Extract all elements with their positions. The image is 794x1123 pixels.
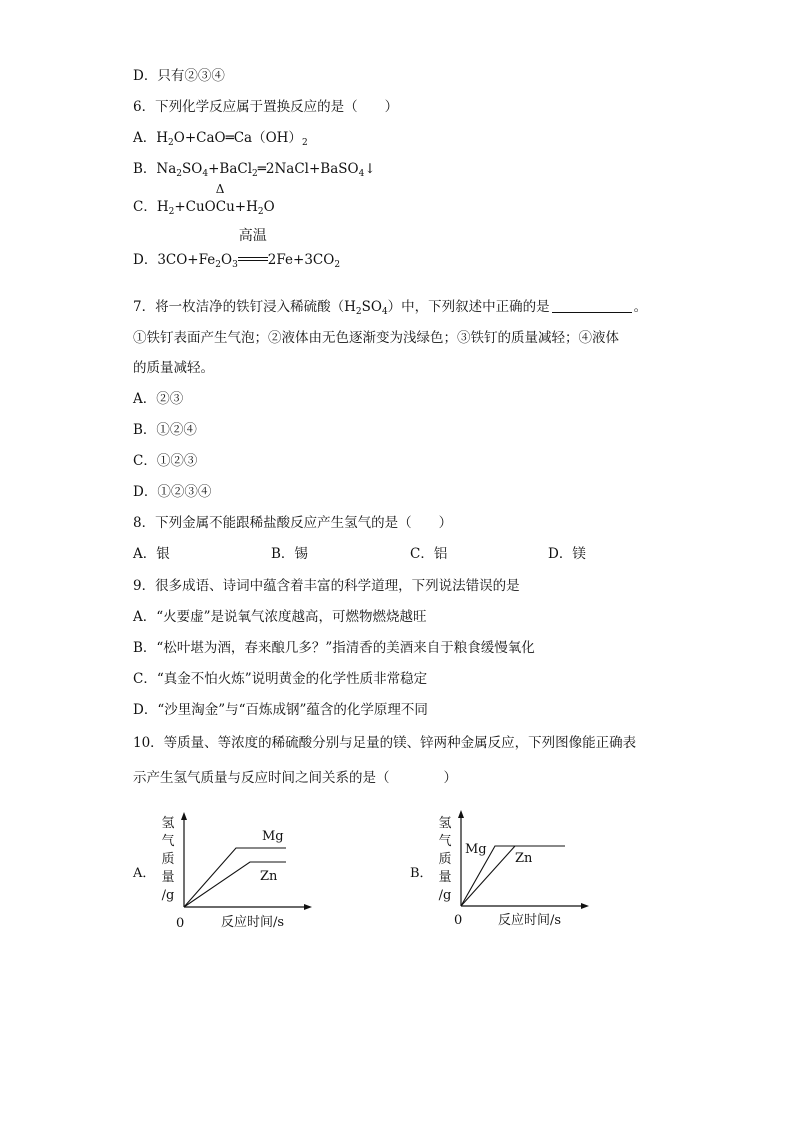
graph-a-xlabel: 反应时间/s	[221, 915, 285, 930]
q9-option-c: C．“真金不怕火炼”说明黄金的化学性质非常稳定	[133, 671, 428, 687]
graph-b-ylabel: 氢 气 质 量 /g	[438, 816, 452, 903]
graph-b-option-label: B．	[410, 866, 433, 881]
q6-stem: 6．下列化学反应属于置换反应的是（ ）	[133, 99, 399, 115]
q5-option-d: D．只有②③④	[133, 68, 225, 84]
graph-b-xlabel: 反应时间/s	[498, 913, 562, 928]
q10-stem-2: 示产生氢气质量与反应时间之间关系的是（ ）	[133, 770, 457, 786]
q6-option-d: D．$3CO+Fe_2O_3$ 高温 $2Fe+3CO_2$	[133, 228, 341, 270]
q7-description-2: 的质量减轻。	[133, 360, 214, 376]
high-temp-condition: 高温	[238, 250, 268, 270]
q7-description-1: ①铁钉表面产生气泡；②液体由无色逐渐变为浅绿色；③铁钉的质量减轻；④液体	[133, 330, 619, 346]
q7-option-a: A．②③	[133, 391, 184, 407]
q9-option-a: A．“火要虚”是说氧气浓度越高，可燃物燃烧越旺	[133, 609, 427, 625]
y-axis-arrow-icon	[181, 812, 187, 820]
graph-b-series-mg: Mg	[465, 842, 487, 857]
graph-a-plot	[178, 812, 318, 912]
q8-stem: 8．下列金属不能跟稀盐酸反应产生氢气的是（ ）	[133, 515, 453, 531]
q7-option-d: D．①②③④	[133, 484, 212, 500]
q7-option-c: C．①②③	[133, 453, 198, 469]
q7-option-b: B．①②④	[133, 422, 197, 438]
graph-b-origin: 0	[454, 913, 463, 928]
graph-b-series-zn: Zn	[515, 851, 533, 866]
x-axis-arrow-icon	[304, 904, 312, 910]
q6-option-c: C．$H_2+CuO$ Δ $Cu+H_2O$	[133, 182, 275, 217]
graph-a-series-zn: Zn	[260, 869, 278, 884]
graph-a-series-mg: Mg	[262, 829, 284, 844]
q6-option-a: A．$H_2O+CaO═Ca(OH)_2$	[133, 130, 308, 148]
q10-stem-1: 10．等质量、等浓度的稀硫酸分别与足量的镁、锌两种金属反应，下列图像能正确表	[133, 735, 637, 751]
q7-stem: 7．将一枚洁净的铁钉浸入稀硫酸$(H_2SO_4)$中，下列叙述中正确的是 。	[133, 299, 648, 317]
q8-option-a: A．银	[133, 546, 170, 562]
x-axis-arrow-icon	[581, 903, 589, 909]
q8-option-d: D．镁	[548, 546, 586, 562]
y-axis-arrow-icon	[458, 810, 464, 818]
q9-option-d: D．“沙里淘金”与“百炼成钢”蕴含的化学原理不同	[133, 702, 428, 718]
graph-a-origin: 0	[176, 916, 185, 931]
answer-blank[interactable]	[552, 298, 632, 313]
q9-option-b: B．“松叶堪为酒，春来酿几多？”指清香的美酒来自于粮食缓慢氧化	[133, 640, 535, 656]
q8-option-b: B．锡	[271, 546, 308, 562]
q8-option-c: C．铝	[410, 546, 448, 562]
graph-a-ylabel: 氢 气 质 量 /g	[161, 816, 175, 903]
q9-stem: 9．很多成语、诗词中蕴含着丰富的科学道理，下列说法错误的是	[133, 578, 520, 594]
graph-a-option-label: A．	[133, 866, 156, 881]
q6-option-b: B．$Na_2SO_4+BaCl_2═2NaCl+BaSO_4↓$	[133, 161, 376, 179]
